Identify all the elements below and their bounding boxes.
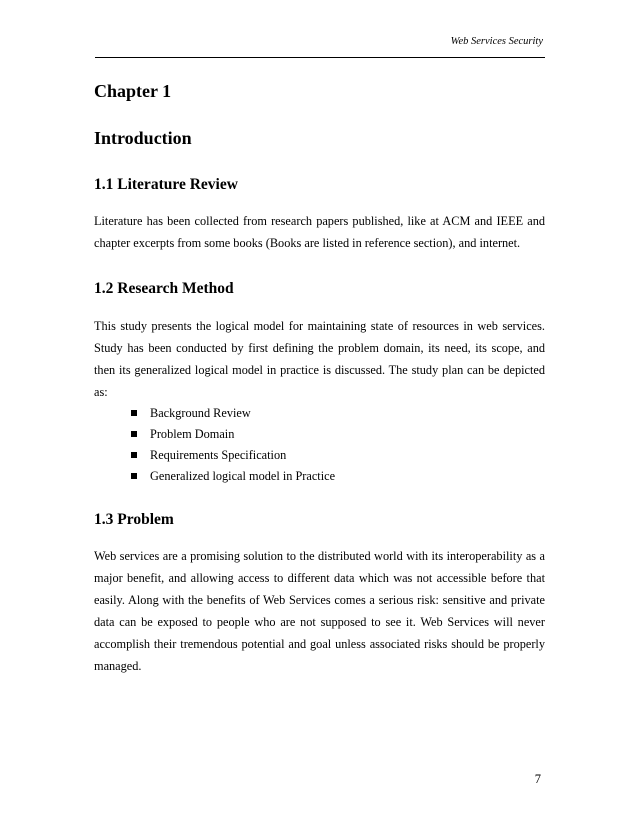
list-item	[94, 445, 545, 466]
research-method-paragraph: This study presents the logical model for maintaining state of resources in web services. Study has been conducted by first defining the problem domain, its need, its scope, and then its generalized logical model in practice is discussed. The study plan can be depicted as:	[94, 319, 545, 399]
square-bullet-icon	[131, 473, 137, 479]
list-item	[94, 424, 545, 445]
square-bullet-icon	[131, 452, 137, 458]
list-item-text: Problem Domain	[150, 427, 235, 441]
list-item-text: Generalized logical model in Practice	[150, 469, 336, 483]
square-bullet-icon	[131, 410, 137, 416]
literature-review-paragraph: Literature has been collected from research papers published, like at ACM and IEEE and chapter excerpts from some books (Books are listed in reference section), and internet.	[94, 214, 545, 250]
list-item-text: Background Review	[150, 406, 251, 420]
list-item	[94, 466, 545, 487]
list-item	[94, 403, 545, 424]
list-item-text: Requirements Specification	[150, 448, 287, 462]
square-bullet-icon	[131, 431, 137, 437]
page-number: 7	[534, 772, 541, 786]
page-content	[94, 72, 545, 677]
chapter-label: Chapter 1	[94, 81, 172, 101]
running-header: Web Services Security	[450, 36, 543, 47]
chapter-title: Introduction	[94, 128, 192, 148]
section-heading-research-method: 1.2 Research Method	[94, 280, 234, 297]
section-heading-problem: 1.3 Problem	[94, 511, 174, 528]
problem-paragraph: Web services are a promising solution to the distributed world with its interoperability as a major benefit, and allowing access to different data which was not accessible before that easily. Along with the benefits of Web Services comes a serious risk: sensitive and private data can be exposed to people who are not supposed to see it. Web Services will never accomplish their tremendous potential and goal unless associated risks should be properly managed.	[94, 549, 545, 673]
study-plan-list	[94, 403, 545, 487]
header-rule	[95, 57, 545, 58]
section-heading-literature-review: 1.1 Literature Review	[94, 176, 238, 193]
